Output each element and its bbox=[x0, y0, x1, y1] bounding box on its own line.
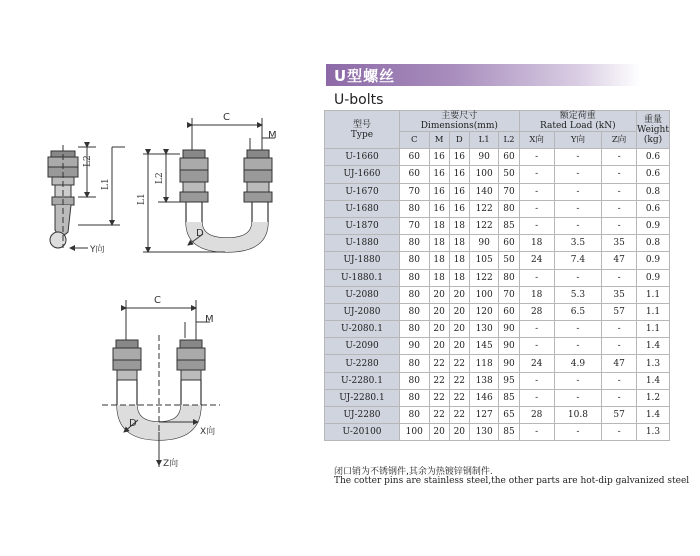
table-cell: 4.9 bbox=[554, 355, 601, 372]
table-cell: 0.8 bbox=[637, 183, 670, 200]
type-cell: U-1660 bbox=[325, 149, 400, 166]
table-cell: 20 bbox=[429, 286, 449, 303]
table-cell: - bbox=[602, 166, 637, 183]
table-cell: 20 bbox=[449, 424, 469, 441]
table-cell: - bbox=[554, 424, 601, 441]
table-cell: 60 bbox=[499, 235, 519, 252]
table-cell: 20 bbox=[429, 338, 449, 355]
table-cell: 70 bbox=[499, 286, 519, 303]
table-cell: 47 bbox=[602, 252, 637, 269]
table-row bbox=[325, 149, 670, 166]
table-cell: 18 bbox=[519, 235, 554, 252]
table-cell: - bbox=[602, 183, 637, 200]
header-rated-load bbox=[519, 111, 636, 132]
table-cell: 18 bbox=[449, 269, 469, 286]
table-row bbox=[325, 338, 670, 355]
table-cell: 18 bbox=[449, 235, 469, 252]
table-cell: 90 bbox=[499, 338, 519, 355]
table-cell: 122 bbox=[469, 200, 499, 217]
column-header: Z向 bbox=[602, 132, 637, 149]
note-english: The cotter pins are stainless steel,the other parts are hot-dip galvanized steel bbox=[334, 476, 690, 486]
table-cell: 80 bbox=[400, 252, 430, 269]
table-row bbox=[325, 303, 670, 320]
header-weight-unit: (kg) bbox=[643, 134, 663, 145]
table-cell: 100 bbox=[469, 166, 499, 183]
table-cell: 16 bbox=[449, 149, 469, 166]
table-cell: 122 bbox=[469, 269, 499, 286]
table-cell: - bbox=[519, 217, 554, 234]
table-cell: - bbox=[602, 200, 637, 217]
type-cell: U-1870 bbox=[325, 217, 400, 234]
table-cell: 1.1 bbox=[637, 321, 670, 338]
header-weight bbox=[637, 111, 670, 149]
table-cell: 85 bbox=[499, 217, 519, 234]
label-c-top: C bbox=[223, 112, 230, 123]
table-cell: - bbox=[602, 269, 637, 286]
label-d-top: D bbox=[196, 228, 204, 239]
table-cell: 1.4 bbox=[637, 407, 670, 424]
table-cell: - bbox=[519, 424, 554, 441]
table-cell: 16 bbox=[429, 183, 449, 200]
table-cell: 50 bbox=[499, 252, 519, 269]
page-subtitle: U-bolts bbox=[334, 92, 384, 108]
table-cell: 1.3 bbox=[637, 355, 670, 372]
table-cell: - bbox=[519, 166, 554, 183]
table-cell: 130 bbox=[469, 424, 499, 441]
label-m-bottom: M bbox=[205, 314, 214, 325]
table-cell: 85 bbox=[499, 389, 519, 406]
table-cell: 90 bbox=[469, 235, 499, 252]
type-cell: U-1880.1 bbox=[325, 269, 400, 286]
table-cell: 22 bbox=[449, 407, 469, 424]
table-cell: 20 bbox=[449, 338, 469, 355]
label-z-direction: Z向 bbox=[163, 459, 179, 469]
table-cell: - bbox=[602, 389, 637, 406]
table-cell: 127 bbox=[469, 407, 499, 424]
table-cell: 120 bbox=[469, 303, 499, 320]
type-cell: U-2280.1 bbox=[325, 372, 400, 389]
table-cell: 20 bbox=[429, 303, 449, 320]
table-cell: - bbox=[554, 372, 601, 389]
table-cell: - bbox=[602, 149, 637, 166]
table-cell: 10.8 bbox=[554, 407, 601, 424]
table-cell: 47 bbox=[602, 355, 637, 372]
type-cell: U-2080 bbox=[325, 286, 400, 303]
table-cell: 80 bbox=[400, 389, 430, 406]
type-cell: U-2080.1 bbox=[325, 321, 400, 338]
table-cell: - bbox=[554, 200, 601, 217]
table-row bbox=[325, 424, 670, 441]
table-cell: 90 bbox=[499, 355, 519, 372]
type-cell: UJ-2280.1 bbox=[325, 389, 400, 406]
table-cell: 22 bbox=[449, 372, 469, 389]
table-cell: 22 bbox=[429, 372, 449, 389]
table-cell: 16 bbox=[449, 183, 469, 200]
table-cell: - bbox=[519, 269, 554, 286]
table-cell: 70 bbox=[400, 217, 430, 234]
table-cell: 118 bbox=[469, 355, 499, 372]
table-cell: 70 bbox=[400, 183, 430, 200]
table-cell: 28 bbox=[519, 407, 554, 424]
table-cell: 80 bbox=[400, 286, 430, 303]
type-cell: UJ-1880 bbox=[325, 252, 400, 269]
table-cell: - bbox=[554, 217, 601, 234]
label-x-direction: X向 bbox=[200, 427, 216, 437]
table-row bbox=[325, 407, 670, 424]
table-cell: 3.5 bbox=[554, 235, 601, 252]
table-cell: 1.4 bbox=[637, 338, 670, 355]
table-cell: 18 bbox=[449, 252, 469, 269]
table-cell: - bbox=[554, 338, 601, 355]
table-cell: 60 bbox=[499, 149, 519, 166]
table-cell: 0.6 bbox=[637, 166, 670, 183]
label-y-direction: Y向 bbox=[90, 245, 105, 255]
table-cell: 145 bbox=[469, 338, 499, 355]
header-weight-en: Weight bbox=[637, 124, 669, 135]
table-cell: 1.4 bbox=[637, 372, 670, 389]
type-cell: UJ-2080 bbox=[325, 303, 400, 320]
table-cell: 80 bbox=[400, 407, 430, 424]
table-cell: - bbox=[554, 149, 601, 166]
table-cell: 90 bbox=[400, 338, 430, 355]
table-cell: - bbox=[602, 321, 637, 338]
table-cell: 18 bbox=[449, 217, 469, 234]
table-cell: 138 bbox=[469, 372, 499, 389]
table-cell: 7.4 bbox=[554, 252, 601, 269]
type-cell: U-2280 bbox=[325, 355, 400, 372]
column-header: M bbox=[429, 132, 449, 149]
table-cell: 80 bbox=[499, 269, 519, 286]
table-row bbox=[325, 217, 670, 234]
table-cell: 0.6 bbox=[637, 200, 670, 217]
table-cell: 95 bbox=[499, 372, 519, 389]
table-cell: 80 bbox=[400, 321, 430, 338]
table-cell: 5.3 bbox=[554, 286, 601, 303]
table-row bbox=[325, 286, 670, 303]
table-cell: 16 bbox=[449, 166, 469, 183]
type-cell: UJ-2280 bbox=[325, 407, 400, 424]
label-l2-side: L2 bbox=[83, 155, 93, 167]
table-cell: 16 bbox=[429, 200, 449, 217]
column-header: C bbox=[400, 132, 430, 149]
table-row bbox=[325, 355, 670, 372]
table-cell: 24 bbox=[519, 252, 554, 269]
table-cell: - bbox=[519, 372, 554, 389]
table-cell: 1.1 bbox=[637, 286, 670, 303]
table-row bbox=[325, 235, 670, 252]
table-cell: 57 bbox=[602, 407, 637, 424]
table-cell: 20 bbox=[429, 321, 449, 338]
table-cell: 130 bbox=[469, 321, 499, 338]
table-row bbox=[325, 372, 670, 389]
table-cell: - bbox=[554, 166, 601, 183]
table-cell: 22 bbox=[429, 389, 449, 406]
front-view-drawing bbox=[143, 118, 275, 252]
table-cell: 35 bbox=[602, 286, 637, 303]
table-cell: 50 bbox=[499, 166, 519, 183]
table-cell: 80 bbox=[400, 200, 430, 217]
table-cell: - bbox=[519, 183, 554, 200]
column-header: X向 bbox=[519, 132, 554, 149]
column-header: L2 bbox=[499, 132, 519, 149]
table-row bbox=[325, 321, 670, 338]
spec-table bbox=[324, 110, 670, 441]
table-cell: - bbox=[602, 372, 637, 389]
table-cell: 16 bbox=[449, 200, 469, 217]
table-cell: 80 bbox=[400, 372, 430, 389]
table-cell: 90 bbox=[469, 149, 499, 166]
table-cell: 16 bbox=[429, 166, 449, 183]
table-cell: 1.2 bbox=[637, 389, 670, 406]
table-row bbox=[325, 200, 670, 217]
table-cell: 0.9 bbox=[637, 217, 670, 234]
table-row bbox=[325, 252, 670, 269]
label-l1-side: L1 bbox=[101, 178, 111, 190]
page-title: U型螺丝 bbox=[334, 67, 396, 85]
type-cell: U-1670 bbox=[325, 183, 400, 200]
table-row bbox=[325, 166, 670, 183]
table-cell: 60 bbox=[400, 149, 430, 166]
table-row bbox=[325, 183, 670, 200]
header-weight-cn: 重量 bbox=[643, 114, 662, 125]
bottom-view-drawing bbox=[102, 300, 220, 470]
table-cell: 60 bbox=[400, 166, 430, 183]
header-load-cn: 额定荷重 bbox=[559, 111, 596, 121]
table-cell: 22 bbox=[429, 407, 449, 424]
table-cell: 80 bbox=[400, 303, 430, 320]
table-cell: 0.9 bbox=[637, 252, 670, 269]
table-cell: 28 bbox=[519, 303, 554, 320]
table-cell: 20 bbox=[449, 303, 469, 320]
table-cell: - bbox=[519, 149, 554, 166]
table-cell: 20 bbox=[449, 321, 469, 338]
table-cell: 22 bbox=[449, 355, 469, 372]
table-cell: - bbox=[554, 269, 601, 286]
table-cell: 22 bbox=[449, 389, 469, 406]
header-load-en: Rated Load (kN) bbox=[539, 121, 616, 131]
header-dimensions bbox=[400, 111, 520, 132]
note-chinese: 闭口销为不锈钢件,其余为热镀锌钢制件. bbox=[334, 467, 493, 477]
table-cell: 90 bbox=[499, 321, 519, 338]
table-cell: 80 bbox=[400, 269, 430, 286]
label-c-bottom: C bbox=[154, 295, 161, 306]
type-cell: UJ-1660 bbox=[325, 166, 400, 183]
table-row bbox=[325, 389, 670, 406]
table-cell: 100 bbox=[400, 424, 430, 441]
table-cell: - bbox=[519, 338, 554, 355]
table-cell: - bbox=[554, 389, 601, 406]
table-cell: 80 bbox=[499, 200, 519, 217]
table-cell: 140 bbox=[469, 183, 499, 200]
table-cell: 122 bbox=[469, 217, 499, 234]
table-cell: 6.5 bbox=[554, 303, 601, 320]
type-cell: U-20100 bbox=[325, 424, 400, 441]
table-cell: 105 bbox=[469, 252, 499, 269]
table-header-row-1 bbox=[325, 111, 670, 132]
type-cell: U-1880 bbox=[325, 235, 400, 252]
column-header: L1 bbox=[469, 132, 499, 149]
label-l2-front: L2 bbox=[155, 172, 165, 184]
table-cell: - bbox=[554, 183, 601, 200]
label-m-top: M bbox=[268, 130, 277, 141]
table-cell: 24 bbox=[519, 355, 554, 372]
table-cell: - bbox=[519, 200, 554, 217]
column-header: D bbox=[449, 132, 469, 149]
header-type-en: Type bbox=[350, 129, 374, 140]
table-cell: 70 bbox=[499, 183, 519, 200]
table-cell: 85 bbox=[499, 424, 519, 441]
label-d-bottom: D bbox=[129, 418, 137, 429]
table-cell: 18 bbox=[429, 269, 449, 286]
table-cell: - bbox=[602, 424, 637, 441]
table-cell: 1.3 bbox=[637, 424, 670, 441]
table-row bbox=[325, 269, 670, 286]
table-cell: 57 bbox=[602, 303, 637, 320]
column-header: Y向 bbox=[554, 132, 601, 149]
table-cell: 16 bbox=[429, 149, 449, 166]
type-cell: U-1680 bbox=[325, 200, 400, 217]
table-cell: - bbox=[602, 338, 637, 355]
table-cell: - bbox=[602, 217, 637, 234]
type-cell: U-2090 bbox=[325, 338, 400, 355]
table-cell: 0.9 bbox=[637, 269, 670, 286]
table-cell: - bbox=[519, 389, 554, 406]
table-cell: 18 bbox=[519, 286, 554, 303]
table-cell: 22 bbox=[429, 355, 449, 372]
header-dims-en: Dimensions(mm) bbox=[420, 121, 498, 131]
table-cell: 18 bbox=[429, 217, 449, 234]
table-cell: 0.6 bbox=[637, 149, 670, 166]
table-cell: 18 bbox=[429, 235, 449, 252]
table-cell: 20 bbox=[449, 286, 469, 303]
table-cell: 20 bbox=[429, 424, 449, 441]
table-cell: 80 bbox=[400, 355, 430, 372]
table-cell: 1.1 bbox=[637, 303, 670, 320]
table-cell: 35 bbox=[602, 235, 637, 252]
table-cell: 100 bbox=[469, 286, 499, 303]
header-type-cn: 型号 bbox=[352, 119, 371, 130]
table-cell: 65 bbox=[499, 407, 519, 424]
table-cell: - bbox=[554, 321, 601, 338]
label-l1-front: L1 bbox=[137, 193, 147, 205]
table-cell: 80 bbox=[400, 235, 430, 252]
table-cell: 60 bbox=[499, 303, 519, 320]
table-cell: 0.8 bbox=[637, 235, 670, 252]
table-cell: 18 bbox=[429, 252, 449, 269]
table-cell: 146 bbox=[469, 389, 499, 406]
header-type bbox=[325, 111, 400, 149]
table-cell: - bbox=[519, 321, 554, 338]
header-dims-cn: 主要尺寸 bbox=[441, 111, 478, 121]
